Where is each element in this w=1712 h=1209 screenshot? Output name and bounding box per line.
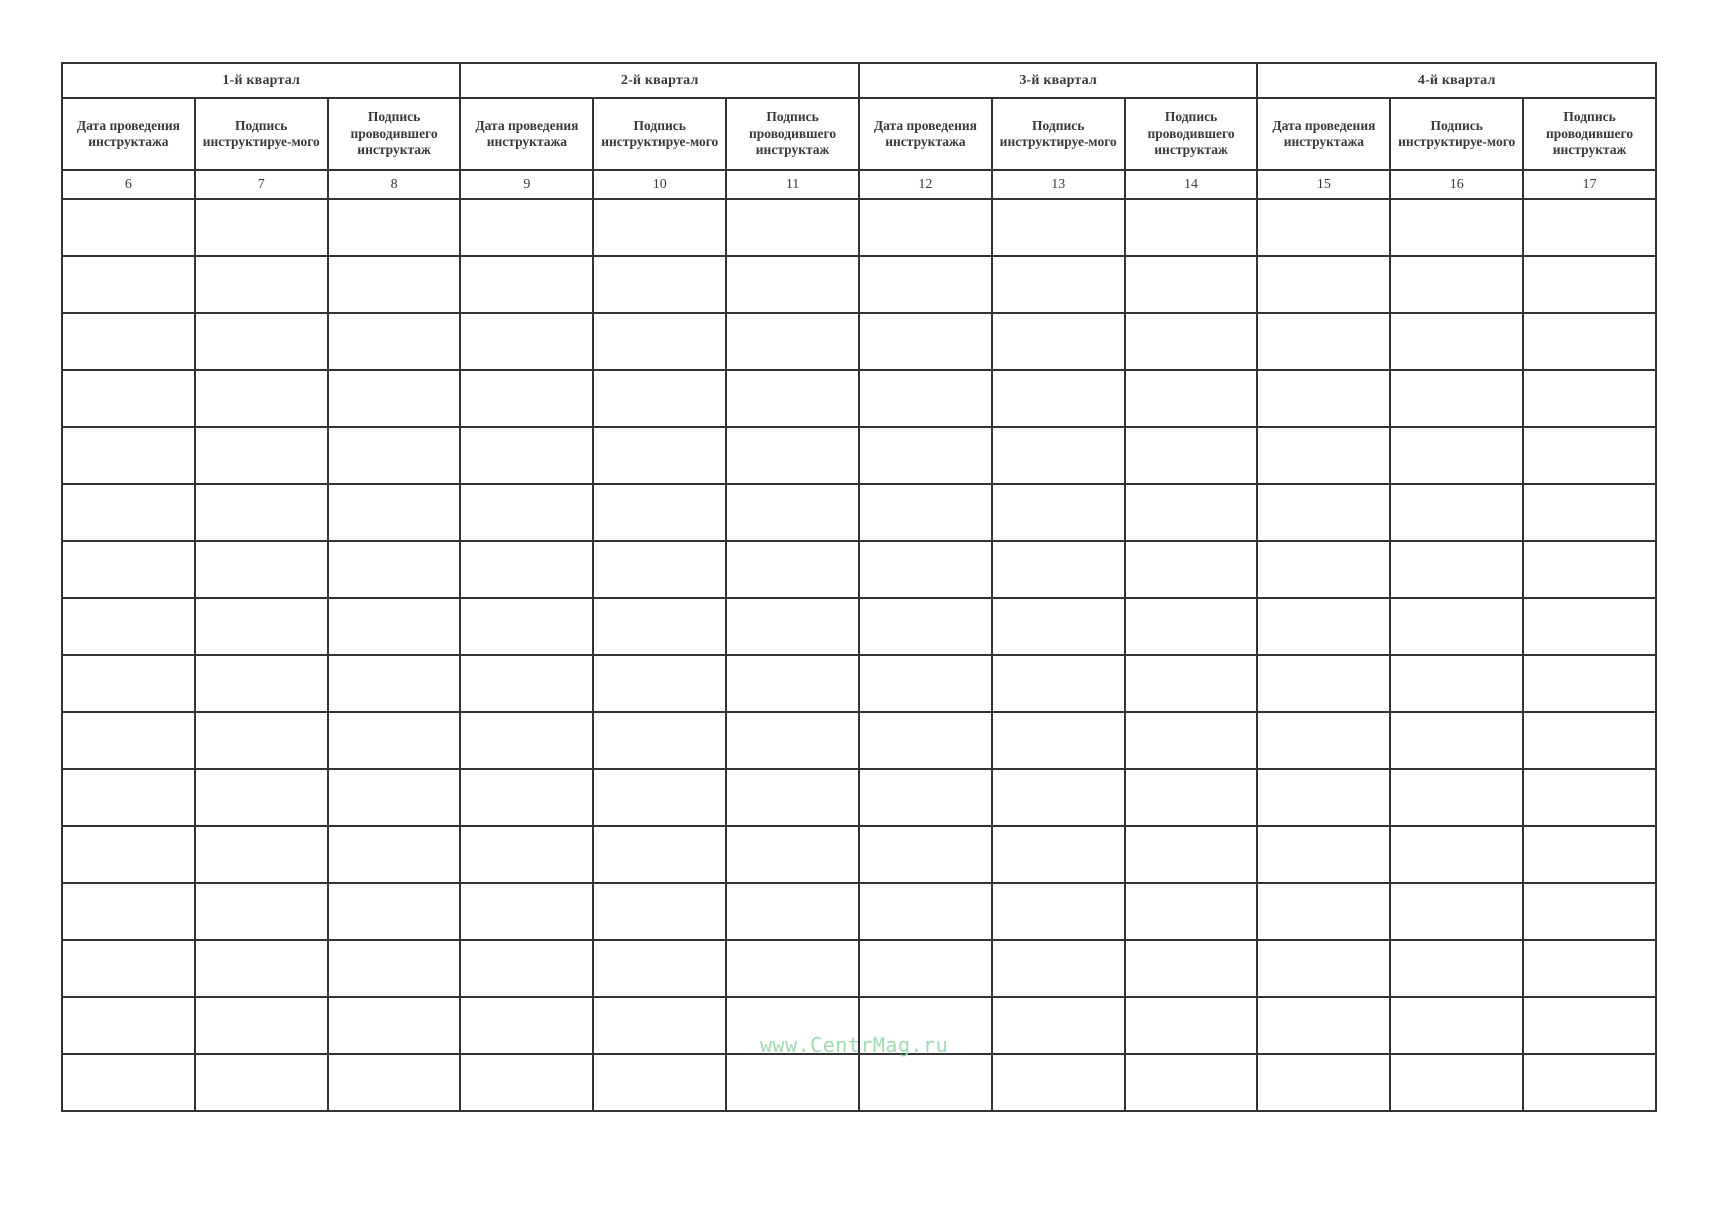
empty-entry-cell bbox=[1125, 712, 1258, 769]
column-number: 15 bbox=[1257, 170, 1390, 199]
empty-entry-cell bbox=[992, 1054, 1125, 1111]
empty-entry-cell bbox=[859, 1054, 992, 1111]
empty-entry-cell bbox=[1390, 997, 1523, 1054]
empty-entry-cell bbox=[859, 826, 992, 883]
empty-entry-cell bbox=[859, 598, 992, 655]
empty-entry-cell bbox=[593, 712, 726, 769]
empty-entry-cell bbox=[992, 199, 1125, 256]
empty-entry-cell bbox=[195, 769, 328, 826]
empty-entry-cell bbox=[1125, 655, 1258, 712]
empty-entry-cell bbox=[1125, 1054, 1258, 1111]
q2-date-label: Дата проведения инструктажа bbox=[460, 98, 593, 170]
empty-entry-cell bbox=[1125, 883, 1258, 940]
column-number: 11 bbox=[726, 170, 859, 199]
empty-entry-cell bbox=[992, 598, 1125, 655]
empty-entry-cell bbox=[1257, 655, 1390, 712]
empty-entry-cell bbox=[1257, 997, 1390, 1054]
empty-entry-cell bbox=[328, 370, 461, 427]
empty-entry-cell bbox=[1125, 484, 1258, 541]
empty-entry-cell bbox=[195, 484, 328, 541]
empty-entry-cell bbox=[195, 655, 328, 712]
q1-trainee-signature-label: Подпись инструктируе-мого bbox=[195, 98, 328, 170]
empty-entry-cell bbox=[1125, 370, 1258, 427]
empty-entry-cell bbox=[62, 199, 195, 256]
empty-entry-cell bbox=[593, 1054, 726, 1111]
empty-entry-cell bbox=[195, 370, 328, 427]
empty-entry-cell bbox=[726, 712, 859, 769]
empty-entry-cell bbox=[1257, 199, 1390, 256]
empty-entry-cell bbox=[1523, 655, 1656, 712]
empty-entry-cell bbox=[1523, 940, 1656, 997]
table-row bbox=[62, 313, 1656, 370]
table-row bbox=[62, 199, 1656, 256]
empty-entry-cell bbox=[859, 370, 992, 427]
column-number: 8 bbox=[328, 170, 461, 199]
empty-entry-cell bbox=[1523, 427, 1656, 484]
empty-entry-cell bbox=[992, 484, 1125, 541]
empty-entry-cell bbox=[1390, 883, 1523, 940]
empty-entry-cell bbox=[62, 484, 195, 541]
empty-entry-cell bbox=[62, 826, 195, 883]
empty-entry-cell bbox=[195, 541, 328, 598]
empty-entry-cell bbox=[593, 883, 726, 940]
empty-entry-cell bbox=[195, 826, 328, 883]
empty-entry-cell bbox=[726, 940, 859, 997]
empty-entry-cell bbox=[62, 427, 195, 484]
empty-entry-cell bbox=[62, 997, 195, 1054]
empty-entry-cell bbox=[1390, 826, 1523, 883]
empty-entry-cell bbox=[1390, 427, 1523, 484]
empty-entry-cell bbox=[1523, 598, 1656, 655]
table-row bbox=[62, 541, 1656, 598]
empty-entry-cell bbox=[460, 826, 593, 883]
empty-entry-cell bbox=[593, 655, 726, 712]
empty-entry-cell bbox=[1390, 484, 1523, 541]
empty-entry-cell bbox=[1390, 940, 1523, 997]
empty-entry-cell bbox=[992, 826, 1125, 883]
empty-entry-cell bbox=[859, 199, 992, 256]
empty-entry-cell bbox=[195, 598, 328, 655]
q4-date-label: Дата проведения инструктажа bbox=[1257, 98, 1390, 170]
empty-entry-cell bbox=[195, 313, 328, 370]
journal-body bbox=[62, 199, 1656, 1111]
empty-entry-cell bbox=[328, 199, 461, 256]
empty-entry-cell bbox=[726, 370, 859, 427]
table-row bbox=[62, 883, 1656, 940]
empty-entry-cell bbox=[1257, 1054, 1390, 1111]
empty-entry-cell bbox=[726, 484, 859, 541]
column-number: 13 bbox=[992, 170, 1125, 199]
empty-entry-cell bbox=[328, 598, 461, 655]
q1-date-label: Дата проведения инструктажа bbox=[62, 98, 195, 170]
empty-entry-cell bbox=[1523, 712, 1656, 769]
empty-entry-cell bbox=[460, 427, 593, 484]
empty-entry-cell bbox=[593, 940, 726, 997]
table-row bbox=[62, 256, 1656, 313]
empty-entry-cell bbox=[726, 598, 859, 655]
empty-entry-cell bbox=[593, 997, 726, 1054]
empty-entry-cell bbox=[62, 370, 195, 427]
table-row bbox=[62, 370, 1656, 427]
table-row bbox=[62, 826, 1656, 883]
quarter-header-row bbox=[62, 63, 1656, 98]
empty-entry-cell bbox=[1125, 997, 1258, 1054]
q2-trainee-signature-label: Подпись инструктируе-мого bbox=[593, 98, 726, 170]
table-row bbox=[62, 427, 1656, 484]
empty-entry-cell bbox=[1257, 313, 1390, 370]
empty-entry-cell bbox=[1257, 712, 1390, 769]
column-number: 17 bbox=[1523, 170, 1656, 199]
empty-entry-cell bbox=[593, 370, 726, 427]
empty-entry-cell bbox=[1390, 370, 1523, 427]
table-row bbox=[62, 769, 1656, 826]
empty-entry-cell bbox=[460, 313, 593, 370]
empty-entry-cell bbox=[328, 655, 461, 712]
empty-entry-cell bbox=[460, 484, 593, 541]
table-row bbox=[62, 598, 1656, 655]
empty-entry-cell bbox=[1390, 199, 1523, 256]
empty-entry-cell bbox=[726, 313, 859, 370]
empty-entry-cell bbox=[1257, 598, 1390, 655]
empty-entry-cell bbox=[593, 313, 726, 370]
q3-trainee-signature-label: Подпись инструктируе-мого bbox=[992, 98, 1125, 170]
column-number: 6 bbox=[62, 170, 195, 199]
empty-entry-cell bbox=[328, 541, 461, 598]
empty-entry-cell bbox=[62, 598, 195, 655]
empty-entry-cell bbox=[328, 769, 461, 826]
column-number: 7 bbox=[195, 170, 328, 199]
empty-entry-cell bbox=[992, 712, 1125, 769]
empty-entry-cell bbox=[992, 427, 1125, 484]
empty-entry-cell bbox=[328, 997, 461, 1054]
empty-entry-cell bbox=[460, 541, 593, 598]
empty-entry-cell bbox=[1125, 541, 1258, 598]
column-number: 9 bbox=[460, 170, 593, 199]
empty-entry-cell bbox=[992, 370, 1125, 427]
empty-entry-cell bbox=[195, 1054, 328, 1111]
empty-entry-cell bbox=[859, 712, 992, 769]
quarter-2-header: 2-й квартал bbox=[460, 63, 858, 98]
empty-entry-cell bbox=[1523, 883, 1656, 940]
table-row bbox=[62, 484, 1656, 541]
empty-entry-cell bbox=[859, 883, 992, 940]
quarter-4-header: 4-й квартал bbox=[1257, 63, 1656, 98]
site-watermark: www.CentrMag.ru bbox=[760, 1033, 949, 1057]
empty-entry-cell bbox=[460, 997, 593, 1054]
empty-entry-cell bbox=[460, 370, 593, 427]
empty-entry-cell bbox=[328, 940, 461, 997]
empty-entry-cell bbox=[992, 997, 1125, 1054]
empty-entry-cell bbox=[1257, 427, 1390, 484]
empty-entry-cell bbox=[1125, 256, 1258, 313]
empty-entry-cell bbox=[726, 199, 859, 256]
empty-entry-cell bbox=[328, 427, 461, 484]
empty-entry-cell bbox=[1257, 883, 1390, 940]
empty-entry-cell bbox=[328, 484, 461, 541]
empty-entry-cell bbox=[1523, 199, 1656, 256]
empty-entry-cell bbox=[460, 1054, 593, 1111]
empty-entry-cell bbox=[62, 769, 195, 826]
empty-entry-cell bbox=[1390, 598, 1523, 655]
q1-instructor-signature-label: Подпись проводившего инструктаж bbox=[328, 98, 461, 170]
empty-entry-cell bbox=[1125, 199, 1258, 256]
column-number: 12 bbox=[859, 170, 992, 199]
empty-entry-cell bbox=[195, 940, 328, 997]
q3-date-label: Дата проведения инструктажа bbox=[859, 98, 992, 170]
empty-entry-cell bbox=[859, 541, 992, 598]
empty-entry-cell bbox=[328, 712, 461, 769]
empty-entry-cell bbox=[859, 484, 992, 541]
empty-entry-cell bbox=[1390, 712, 1523, 769]
empty-entry-cell bbox=[593, 427, 726, 484]
empty-entry-cell bbox=[726, 655, 859, 712]
q4-instructor-signature-label: Подпись проводившего инструктаж bbox=[1523, 98, 1656, 170]
column-number-row bbox=[62, 170, 1656, 199]
empty-entry-cell bbox=[460, 769, 593, 826]
empty-entry-cell bbox=[1390, 256, 1523, 313]
empty-entry-cell bbox=[992, 655, 1125, 712]
empty-entry-cell bbox=[859, 655, 992, 712]
q4-trainee-signature-label: Подпись инструктируе-мого bbox=[1390, 98, 1523, 170]
empty-entry-cell bbox=[1257, 826, 1390, 883]
empty-entry-cell bbox=[726, 427, 859, 484]
empty-entry-cell bbox=[726, 541, 859, 598]
table-row bbox=[62, 1054, 1656, 1111]
empty-entry-cell bbox=[460, 712, 593, 769]
empty-entry-cell bbox=[1390, 541, 1523, 598]
empty-entry-cell bbox=[1390, 1054, 1523, 1111]
empty-entry-cell bbox=[593, 598, 726, 655]
empty-entry-cell bbox=[62, 655, 195, 712]
table-row bbox=[62, 655, 1656, 712]
empty-entry-cell bbox=[62, 541, 195, 598]
empty-entry-cell bbox=[992, 769, 1125, 826]
empty-entry-cell bbox=[1257, 940, 1390, 997]
empty-entry-cell bbox=[1523, 541, 1656, 598]
empty-entry-cell bbox=[726, 256, 859, 313]
empty-entry-cell bbox=[62, 940, 195, 997]
empty-entry-cell bbox=[726, 826, 859, 883]
empty-entry-cell bbox=[328, 1054, 461, 1111]
empty-entry-cell bbox=[195, 427, 328, 484]
empty-entry-cell bbox=[1523, 826, 1656, 883]
empty-entry-cell bbox=[195, 883, 328, 940]
empty-entry-cell bbox=[460, 940, 593, 997]
empty-entry-cell bbox=[859, 256, 992, 313]
empty-entry-cell bbox=[460, 256, 593, 313]
column-number: 10 bbox=[593, 170, 726, 199]
column-number: 14 bbox=[1125, 170, 1258, 199]
empty-entry-cell bbox=[1257, 484, 1390, 541]
empty-entry-cell bbox=[593, 484, 726, 541]
empty-entry-cell bbox=[195, 997, 328, 1054]
empty-entry-cell bbox=[992, 313, 1125, 370]
empty-entry-cell bbox=[460, 199, 593, 256]
empty-entry-cell bbox=[1257, 256, 1390, 313]
empty-entry-cell bbox=[460, 598, 593, 655]
empty-entry-cell bbox=[593, 826, 726, 883]
empty-entry-cell bbox=[1523, 313, 1656, 370]
empty-entry-cell bbox=[859, 940, 992, 997]
empty-entry-cell bbox=[593, 769, 726, 826]
column-number: 16 bbox=[1390, 170, 1523, 199]
empty-entry-cell bbox=[1257, 769, 1390, 826]
briefing-journal-table bbox=[61, 62, 1657, 1112]
empty-entry-cell bbox=[328, 313, 461, 370]
empty-entry-cell bbox=[1390, 769, 1523, 826]
empty-entry-cell bbox=[460, 655, 593, 712]
empty-entry-cell bbox=[859, 769, 992, 826]
empty-entry-cell bbox=[195, 256, 328, 313]
empty-entry-cell bbox=[1125, 769, 1258, 826]
empty-entry-cell bbox=[726, 1054, 859, 1111]
empty-entry-cell bbox=[62, 1054, 195, 1111]
empty-entry-cell bbox=[328, 883, 461, 940]
empty-entry-cell bbox=[1523, 1054, 1656, 1111]
empty-entry-cell bbox=[1390, 313, 1523, 370]
table-row bbox=[62, 940, 1656, 997]
quarter-1-header: 1-й квартал bbox=[62, 63, 460, 98]
empty-entry-cell bbox=[1257, 370, 1390, 427]
empty-entry-cell bbox=[1257, 541, 1390, 598]
empty-entry-cell bbox=[460, 883, 593, 940]
empty-entry-cell bbox=[1125, 427, 1258, 484]
empty-entry-cell bbox=[593, 256, 726, 313]
empty-entry-cell bbox=[62, 256, 195, 313]
empty-entry-cell bbox=[195, 199, 328, 256]
empty-entry-cell bbox=[992, 256, 1125, 313]
table-row bbox=[62, 712, 1656, 769]
empty-entry-cell bbox=[593, 199, 726, 256]
empty-entry-cell bbox=[1125, 598, 1258, 655]
empty-entry-cell bbox=[1390, 655, 1523, 712]
empty-entry-cell bbox=[593, 541, 726, 598]
empty-entry-cell bbox=[1523, 484, 1656, 541]
empty-entry-cell bbox=[195, 712, 328, 769]
empty-entry-cell bbox=[1523, 370, 1656, 427]
empty-entry-cell bbox=[859, 427, 992, 484]
empty-entry-cell bbox=[1523, 769, 1656, 826]
empty-entry-cell bbox=[1125, 313, 1258, 370]
empty-entry-cell bbox=[62, 712, 195, 769]
quarter-3-header: 3-й квартал bbox=[859, 63, 1257, 98]
empty-entry-cell bbox=[859, 313, 992, 370]
empty-entry-cell bbox=[992, 940, 1125, 997]
empty-entry-cell bbox=[1523, 256, 1656, 313]
q2-instructor-signature-label: Подпись проводившего инструктаж bbox=[726, 98, 859, 170]
empty-entry-cell bbox=[992, 883, 1125, 940]
empty-entry-cell bbox=[726, 883, 859, 940]
empty-entry-cell bbox=[726, 769, 859, 826]
q3-instructor-signature-label: Подпись проводившего инструктаж bbox=[1125, 98, 1258, 170]
empty-entry-cell bbox=[328, 826, 461, 883]
column-label-row bbox=[62, 98, 1656, 170]
empty-entry-cell bbox=[62, 883, 195, 940]
empty-entry-cell bbox=[328, 256, 461, 313]
empty-entry-cell bbox=[1125, 940, 1258, 997]
empty-entry-cell bbox=[1125, 826, 1258, 883]
empty-entry-cell bbox=[992, 541, 1125, 598]
empty-entry-cell bbox=[62, 313, 195, 370]
empty-entry-cell bbox=[1523, 997, 1656, 1054]
